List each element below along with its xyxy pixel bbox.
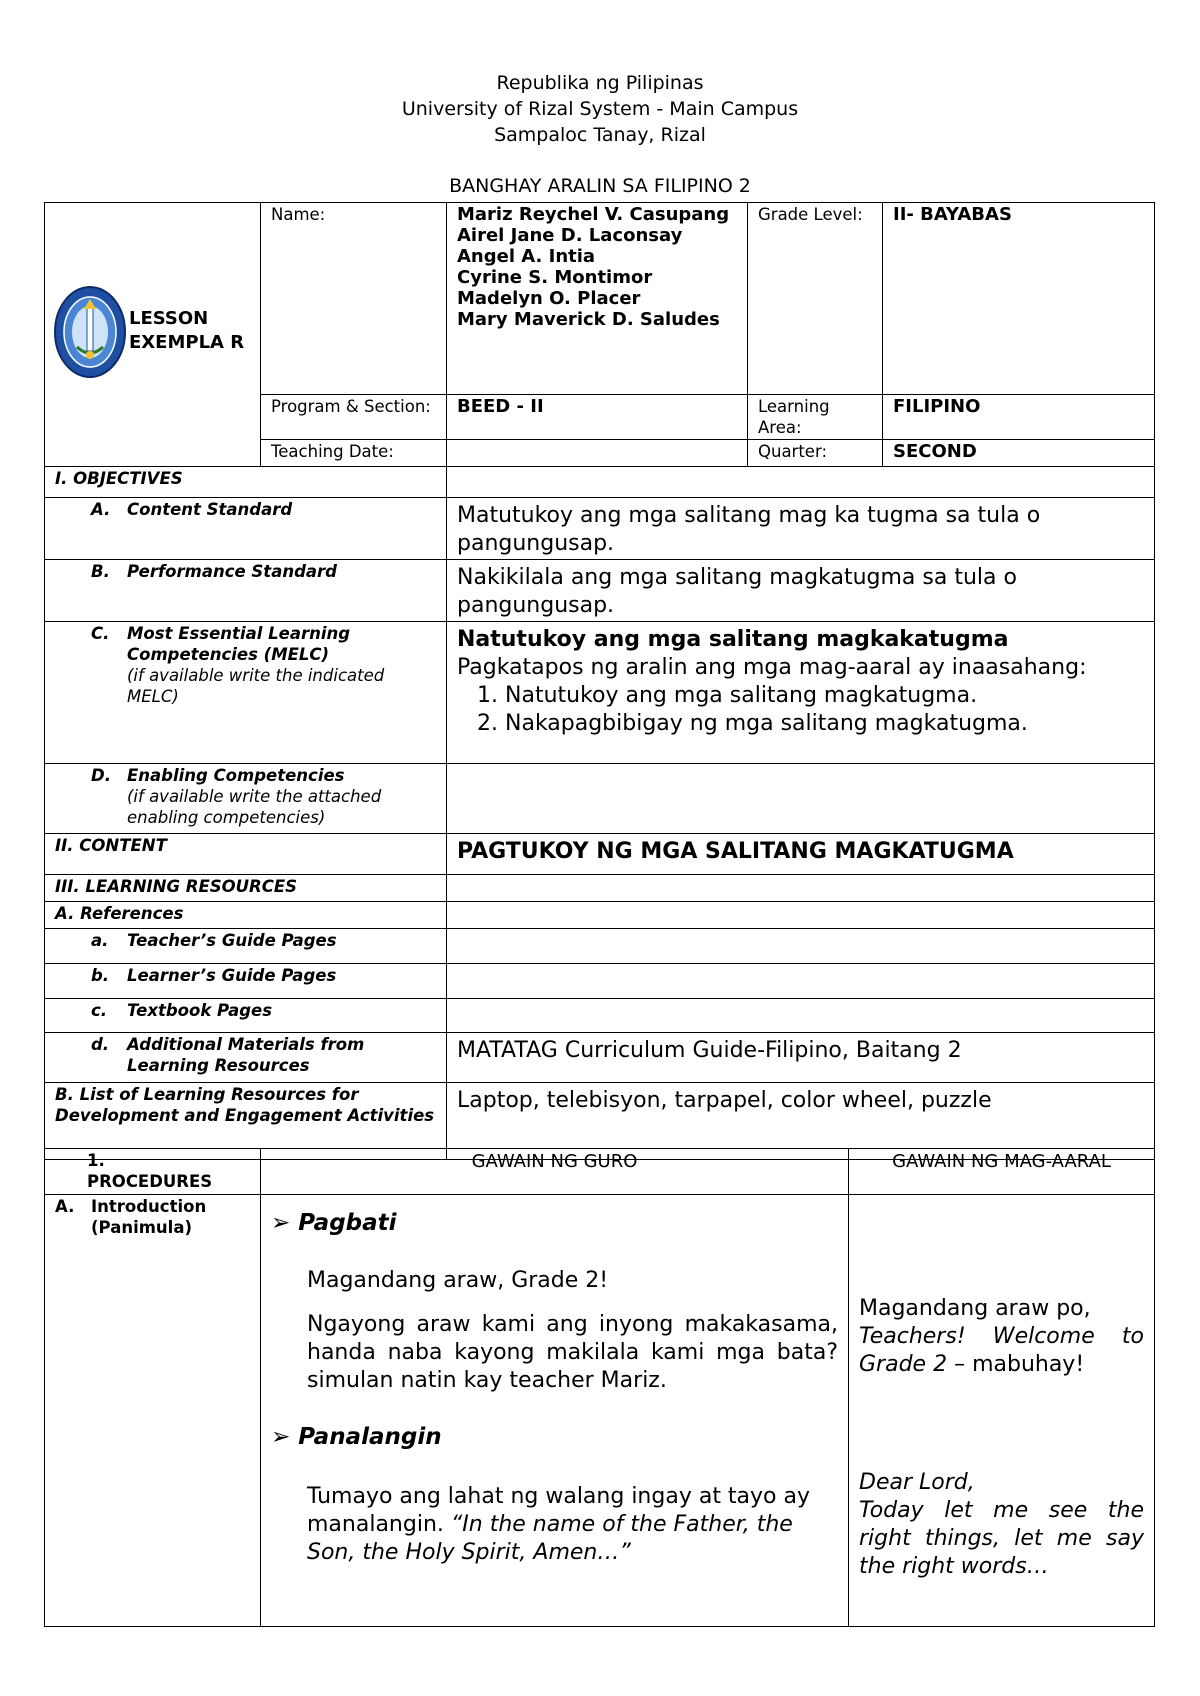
greeting-text: Magandang araw, Grade 2! [307, 1268, 609, 1293]
content-value: PAGTUKOY NG MGA SALITANG MAGKATUGMA [447, 834, 1155, 875]
performance-standard-text: Performance Standard [127, 562, 337, 581]
additional-text: Additional Materials from Learning Resources [127, 1035, 365, 1075]
student-activity-cell [849, 1195, 1155, 1627]
additional-mark: d. [91, 1035, 110, 1054]
pagbati-text: Pagbati [298, 1210, 397, 1236]
document-header [0, 70, 1200, 148]
student-reply-2: Teachers! Welcome to Grade 2 [859, 1324, 1144, 1377]
name-label: Name: [261, 203, 447, 395]
textbook-pages-label [45, 999, 447, 1033]
lesson-exemplar-label: LESSON EXEMPLA R [129, 308, 245, 353]
learning-area-value: FILIPINO [883, 395, 1155, 440]
program-label: Program & Section: [261, 395, 447, 440]
header-line-1: Republika ng Pilipinas [496, 72, 704, 94]
university-seal-icon [53, 285, 127, 379]
teacher-activity-cell [261, 1195, 849, 1627]
melc-item-1: 1. Natutukoy ang mga salitang magkatugma. [505, 682, 1144, 710]
lesson-plan-table [44, 202, 1155, 1160]
introduction-label [45, 1195, 261, 1627]
references-label: A. References [45, 902, 447, 929]
teacher-intro-text: Ngayong araw kami ang inyong makakasama, handa naba kayong makilala kami mga bata? simulan natin kay teacher Mariz. [307, 1312, 838, 1393]
header-line-3: Sampaloc Tanay, Rizal [494, 124, 706, 146]
prayer-text: Tumayo ang lahat ng walang ingay at tayo ay manalangin. [307, 1484, 811, 1537]
grade-level-value: II- BAYABAS [883, 203, 1155, 395]
list-resources-value: Laptop, telebisyon, tarpapel, color wheel, puzzle [447, 1083, 1155, 1160]
student-prayer-1: Dear Lord, [859, 1470, 975, 1495]
textbook-text: Textbook Pages [127, 1001, 273, 1020]
melc-value [447, 622, 1155, 764]
student-prayer-2: Today let me see the right things, let me say the right words… [859, 1498, 1144, 1579]
panalangin-heading [271, 1423, 838, 1451]
enabling-note: (if available write the attached enabling competencies) [127, 787, 382, 827]
objectives-heading: I. OBJECTIVES [45, 467, 447, 498]
procedures-heading [45, 1149, 261, 1195]
header-line-2: University of Rizal System - Main Campus [401, 98, 799, 120]
program-value: BEED - II [447, 395, 748, 440]
enabling-mark: D. [91, 766, 111, 785]
learning-resources-heading: III. LEARNING RESOURCES [45, 875, 447, 902]
additional-materials-value: MATATAG Curriculum Guide-Filipino, Baitang 2 [447, 1033, 1155, 1083]
learners-guide-text: Learner’s Guide Pages [127, 966, 337, 985]
performance-standard-label [45, 560, 447, 622]
name-4: Cyrine S. Montimor [457, 267, 653, 288]
content-standard-text: Content Standard [127, 500, 293, 519]
logo-cell [45, 203, 261, 467]
arrow-bullet-icon: ➢ [271, 1210, 299, 1236]
melc-item-2: 2. Nakapagbibigay ng mga salitang magkatugma. [505, 710, 1144, 738]
name-5: Madelyn O. Placer [457, 288, 641, 309]
teaching-date-value [447, 440, 748, 467]
prayer-quote: “In the name of the Father, the Son, the Holy Spirit, Amen…” [307, 1512, 793, 1565]
pagbati-heading [271, 1209, 838, 1237]
content-standard-value: Matutukoy ang mga salitang mag ka tugma sa tula o pangungusap. [447, 498, 1155, 560]
melc-title: Natutukoy ang mga salitang magkakatugma [457, 627, 1009, 652]
teachers-guide-text: Teacher’s Guide Pages [127, 931, 337, 950]
procedures-table [44, 1148, 1155, 1627]
performance-standard-mark: B. [91, 562, 110, 581]
student-reply-line [859, 1323, 1144, 1379]
melc-label [45, 622, 447, 764]
student-reply-1: Magandang araw po, [859, 1296, 1091, 1321]
melc-note: (if available write the indicated MELC) [127, 666, 385, 706]
arrow-bullet-icon: ➢ [271, 1424, 299, 1450]
name-1: Mariz Reychel V. Casupang [457, 204, 730, 225]
student-reply-3: – mabuhay! [947, 1352, 1085, 1377]
melc-text: Most Essential Learning Competencies (MELC) [127, 624, 351, 664]
teaching-date-label: Teaching Date: [261, 440, 447, 467]
name-3: Angel A. Intia [457, 246, 596, 267]
content-standard-mark: A. [91, 500, 111, 519]
introduction-text: Introduction (Panimula) [91, 1197, 207, 1237]
melc-mark: C. [91, 624, 110, 643]
performance-standard-value: Nakikilala ang mga salitang magkatugma sa tula o pangungusap. [447, 560, 1155, 622]
enabling-text: Enabling Competencies [127, 766, 345, 785]
teachers-guide-mark: a. [91, 931, 109, 950]
name-2: Airel Jane D. Laconsay [457, 225, 683, 246]
introduction-mark: A. [55, 1197, 75, 1216]
grade-level-label: Grade Level: [748, 203, 883, 395]
names-cell [447, 203, 748, 395]
quarter-label: Quarter: [748, 440, 883, 467]
quarter-value: SECOND [883, 440, 1155, 467]
content-heading: II. CONTENT [45, 834, 447, 875]
teachers-guide-label [45, 929, 447, 964]
procedures-number: 1. [87, 1151, 105, 1170]
content-standard-label [45, 498, 447, 560]
name-6: Mary Maverick D. Saludes [457, 309, 720, 330]
textbook-mark: c. [91, 1001, 108, 1020]
list-resources-label: B. List of Learning Resources for Development and Engagement Activities [45, 1083, 447, 1160]
melc-intro: Pagkatapos ng aralin ang mga mag-aaral ay inaasahang: [457, 655, 1087, 680]
student-activity-heading: GAWAIN NG MAG-AARAL [849, 1149, 1155, 1195]
learning-area-label: Learning Area: [748, 395, 883, 440]
document-title: BANGHAY ARALIN SA FILIPINO 2 [449, 175, 751, 197]
panalangin-text: Panalangin [298, 1424, 442, 1450]
prayer-instruction [271, 1483, 838, 1567]
teacher-activity-heading: GAWAIN NG GURO [261, 1149, 849, 1195]
melc-list [457, 682, 1144, 738]
learners-guide-mark: b. [91, 966, 110, 985]
procedures-label: PROCEDURES [87, 1172, 213, 1191]
enabling-competencies-label [45, 764, 447, 834]
learners-guide-label [45, 964, 447, 999]
additional-materials-label [45, 1033, 447, 1083]
